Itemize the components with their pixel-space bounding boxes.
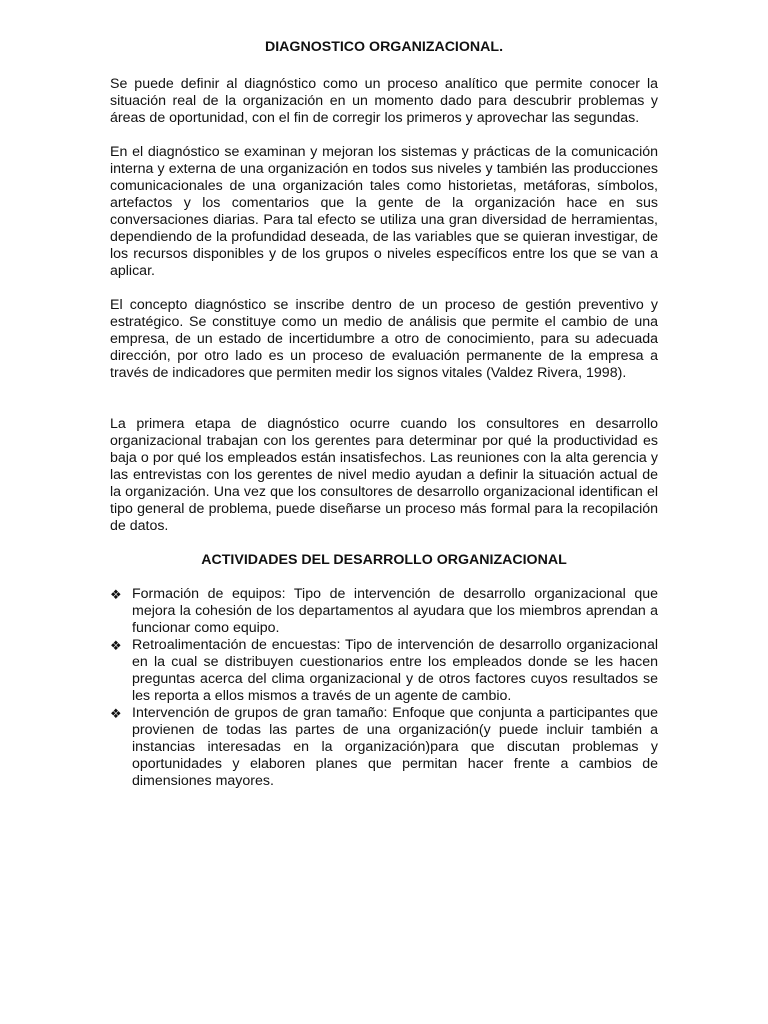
diamond-bullet-icon: ❖: [110, 638, 122, 653]
document-page: [110, 39, 658, 790]
list-item: [110, 637, 658, 705]
paragraph-communication: En el diagnóstico se examinan y mejoran los sistemas y prácticas de la comunicación interna y externa de una organización en todos sus niveles y también las producciones comunicacionales de una organización tales como historietas, metáforas, símbolos, artefactos y los comentarios que la gente de la organización hace en sus conversaciones diarias. Para tal efecto se utiliza una gran diversidad de herramientas, dependiendo de la profundidad deseada, de las variables que se quieran investigar, de los recursos disponibles y de los grupos o niveles específicos entre los que se van a aplicar.: [110, 144, 658, 279]
list-item-text: Retroalimentación de encuestas: Tipo de intervención de desarrollo organizacional en la cual se distribuyen cuestionarios entre los empleados donde se les hacen preguntas acerca del clima organizacional y de otros factores cuyos resultados se les reporta a ellos mismos a través de un agente de cambio.: [132, 637, 658, 704]
paragraph-definition: Se puede definir al diagnóstico como un proceso analítico que permite conocer la situación real de la organización en un momento dado para descubrir problemas y áreas de oportunidad, con el fin de corregir los primeros y aprovechar las segundas.: [110, 76, 658, 126]
paragraph-concept: El concepto diagnóstico se inscribe dentro de un proceso de gestión preventivo y estratégico. Se constituye como un medio de análisis que permite el cambio de una empresa, de un estado de incertidumbre a otro de conocimiento, para su adecuada dirección, por otro lado es un proceso de evaluación permanente de la empresa a través de indicadores que permiten medir los signos vitales (Valdez Rivera, 1998).: [110, 297, 658, 381]
document-title: DIAGNOSTICO ORGANIZACIONAL.: [264, 39, 504, 55]
list-item: [110, 705, 658, 790]
list-item-text: Intervención de grupos de gran tamaño: Enfoque que conjunta a participantes que provienen de todas las partes de una organización(y puede incluir también a instancias interesadas en la organización)para que discutan problemas y oportunidades y elaboren planes que permitan hacer frente a cambios de dimensiones mayores.: [132, 705, 658, 789]
diamond-bullet-icon: ❖: [110, 706, 122, 721]
list-item: [110, 586, 658, 637]
paragraph-first-stage: La primera etapa de diagnóstico ocurre cuando los consultores en desarrollo organizacional trabajan con los gerentes para determinar por qué la productividad es baja o por qué los empleados están insatisfechos. Las reuniones con la alta gerencia y las entrevistas con los gerentes de nivel medio ayudan a definir la situación actual de la organización. Una vez que los consultores de desarrollo organizacional identifican el tipo general de problema, puede diseñarse un proceso más formal para la recopilación de datos.: [110, 416, 658, 534]
activities-list: [110, 586, 658, 790]
diamond-bullet-icon: ❖: [110, 587, 122, 602]
list-item-text: Formación de equipos: Tipo de intervención de desarrollo organizacional que mejora la cohesión de los departamentos al ayudara que los miembros aprendan a funcionar como equipo.: [132, 586, 658, 636]
section-title: ACTIVIDADES DEL DESARROLLO ORGANIZACIONAL: [201, 552, 567, 568]
